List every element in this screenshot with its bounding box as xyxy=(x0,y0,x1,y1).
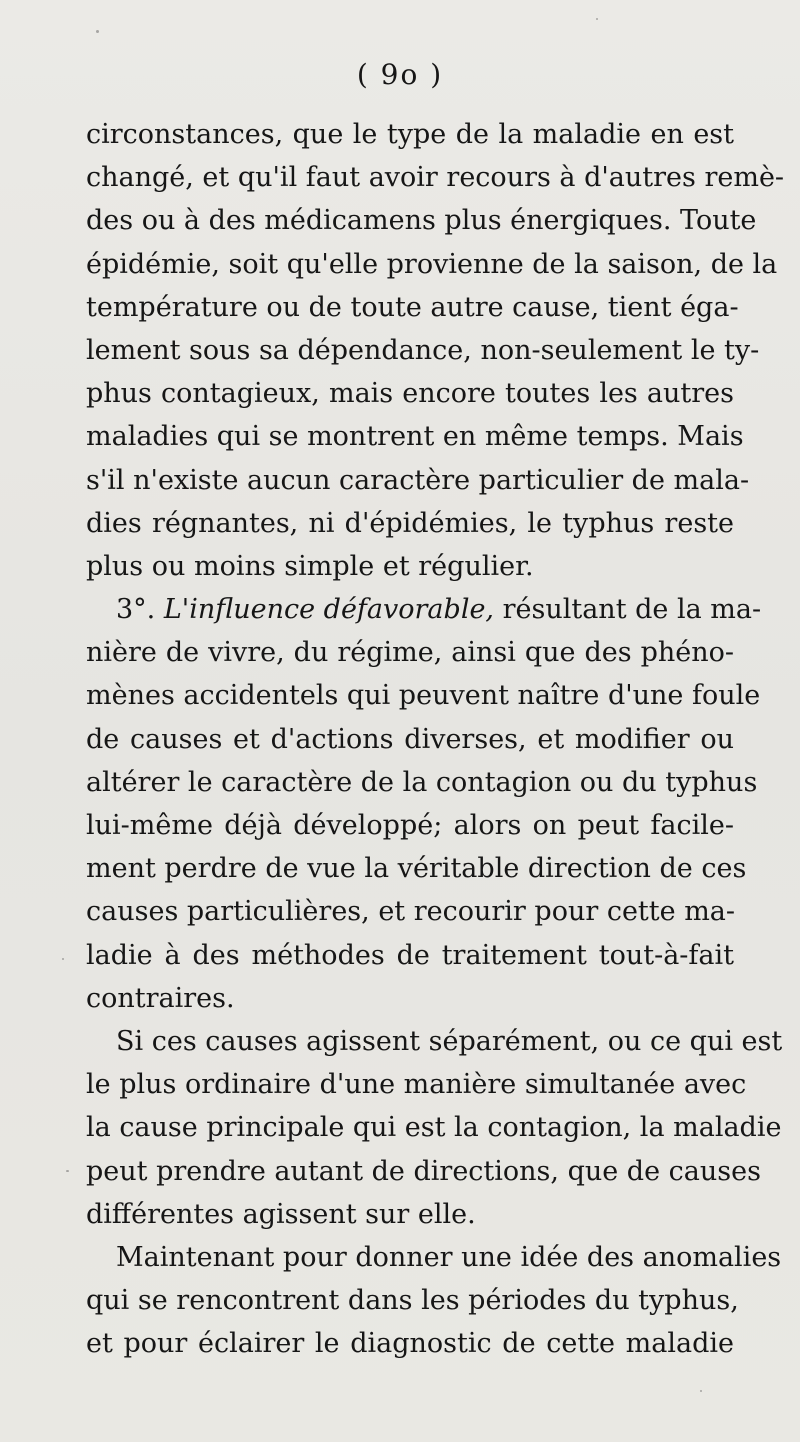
text-line: nière de vivre, du régime, ainsi que des phéno- xyxy=(86,637,734,669)
text-line: Maintenant pour donner une idée des anomalies xyxy=(116,1241,782,1273)
text-line: Si ces causes agissent séparément, ou ce qui est xyxy=(116,1025,783,1057)
text-line: épidémie, soit qu'elle provienne de la saison, de la xyxy=(86,248,778,280)
text-line: mènes accidentels qui peuvent naître d'une foule xyxy=(86,680,761,712)
text-line-section-3 xyxy=(86,588,762,631)
text-line: plus ou moins simple et régulier. xyxy=(86,550,534,582)
text-line: qui se rencontrent dans les périodes du typhus, xyxy=(86,1285,739,1317)
text-line: différentes agissent sur elle. xyxy=(86,1198,476,1230)
text-line: causes particulières, et recourir pour cette ma- xyxy=(86,896,736,928)
text-line: le plus ordinaire d'une manière simultanée avec xyxy=(86,1069,747,1101)
text-line: dies régnantes, ni d'épidémies, le typhus reste xyxy=(86,507,734,539)
text-line: la cause principale qui est la contagion, la maladie xyxy=(86,1112,782,1144)
section-number: 3°. xyxy=(116,594,164,626)
italic-phrase: L'influence défavorable, xyxy=(163,594,495,626)
text-line: phus contagieux, mais encore toutes les autres xyxy=(86,378,734,410)
text-line: s'il n'existe aucun caractère particulier de mala- xyxy=(86,464,750,496)
paper-speck xyxy=(700,1390,702,1392)
body-text xyxy=(86,113,785,1365)
text-line: circonstances, que le type de la maladie en est xyxy=(86,119,734,150)
paper-speck xyxy=(66,1170,69,1172)
text-line: ladie à des méthodes de traitement tout-à-fait xyxy=(86,939,734,971)
paper-speck xyxy=(96,30,99,33)
text-line: contraires. xyxy=(86,982,235,1014)
text-line: maladies qui se montrent en même temps. Mais xyxy=(86,421,744,453)
text-line: température ou de toute autre cause, tient éga- xyxy=(86,291,739,323)
text-line: lement sous sa dépendance, non-seulement le ty- xyxy=(86,334,760,366)
text-line: altérer le caractère de la contagion ou du typhus xyxy=(86,766,758,798)
text-line: de causes et d'actions diverses, et modifier ou xyxy=(86,723,734,755)
line-continuation: résultant de la ma- xyxy=(494,594,762,626)
paper-speck xyxy=(596,18,598,20)
paper-speck xyxy=(62,958,64,960)
text-line: lui-même déjà développé; alors on peut facile- xyxy=(86,810,734,841)
text-line: des ou à des médicamens plus énergiques. Toute xyxy=(86,205,757,237)
page-number: ( 9o ) xyxy=(356,58,444,91)
text-line: ment perdre de vue la véritable direction de ces xyxy=(86,853,747,885)
text-line: changé, et qu'il faut avoir recours à d'autres remè- xyxy=(86,162,785,194)
text-line: peut prendre autant de directions, que de causes xyxy=(86,1155,761,1187)
text-line: et pour éclairer le diagnostic de cette maladie xyxy=(86,1328,734,1360)
